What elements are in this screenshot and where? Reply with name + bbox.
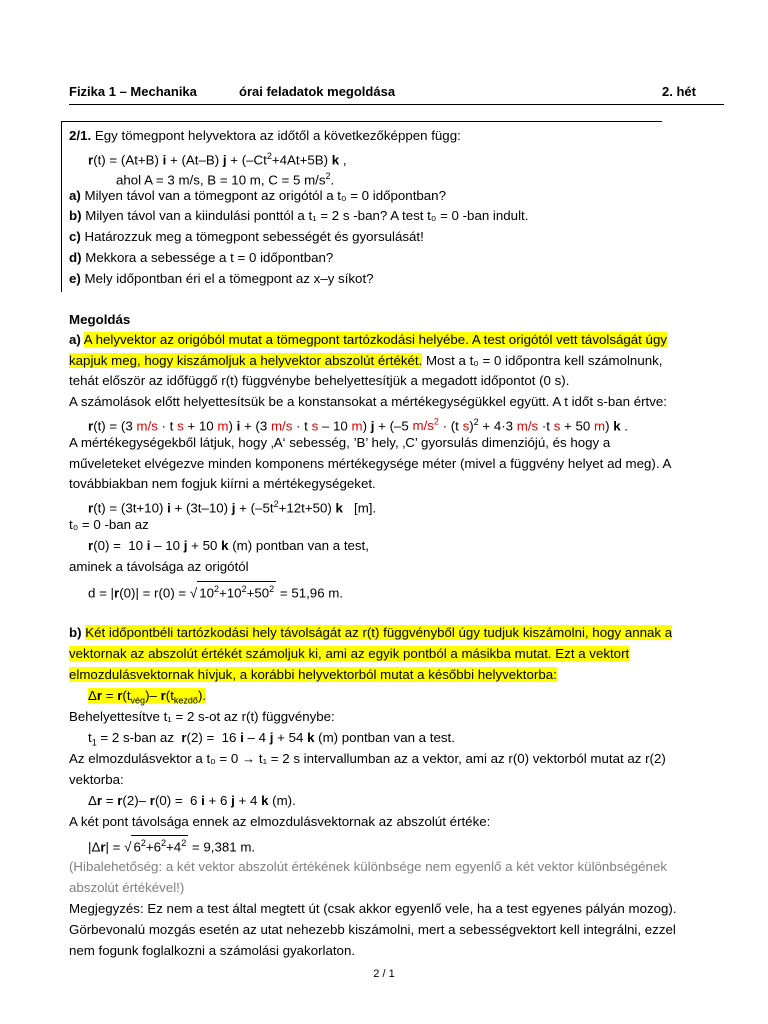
- solution-b-line2: vektornak az abszolút értékét számoljuk ki, ami az egyik pontból a másikba mutat. Ezt a vektort: [69, 646, 630, 661]
- header-week: 2. hét: [662, 84, 696, 99]
- constants-line: ahol A = 3 m/s, B = 10 m, C = 5 $m/s^2$.: [116, 171, 335, 188]
- solution-a-line8: továbbiakban nem fogjuk kiírni a mértékegységeket.: [69, 476, 376, 491]
- question-e: e) Mely időpontban éri el a tömegpont az x–y síkot?: [69, 271, 374, 286]
- header-course: Fizika 1 – Mechanika: [69, 84, 197, 99]
- problem-intro: 2/1. Egy tömegpont helyvektora az időtől a következőképpen függ:: [69, 128, 461, 143]
- simplified-equation: r(t) = (3t+10) i + (3t–10) $j + (-5t^2+12t+50)$ k [m].: [88, 499, 377, 516]
- problem-number: 2/1.: [69, 128, 92, 143]
- remark-line1: Megjegyzés: Ez nem a test által megtett út (csak akkor egyenlő vele, ha a test egyenes pályán mozog).: [69, 901, 677, 916]
- page-header: [69, 84, 724, 105]
- position-at-t1: $t_1 = 2$ s-ban az r(2) = 16 i – 4 j + 54 k (m) pontban van a test.: [88, 730, 455, 748]
- substituted-equation: r(t) = (3 m/s · t s + 10 m) i + (3 m/s · t s – 10 m) j + (–5 $m/s^2 \cdot (t$ s)$^2$ + 4·3 m/s ·t s + 50 m) k .: [88, 417, 628, 434]
- position-at-t0: r(0) = 10 i – 10 j + 50 k (m) pontban van a test,: [88, 538, 369, 553]
- solution-a-line3: tehát először az időfüggő r(t) függvénybe behelyettesítjük a megadott időpontot (0 s).: [69, 373, 570, 388]
- displacement-magnitude: |Δr| = √ $6^2+6^2+4^2 = 9,381$ m.: [88, 835, 255, 857]
- solution-a-line4: A számolások előtt helyettesítsük be a konstansokat a mértékegységükkel együtt. A t időt s-ban értve:: [69, 394, 667, 409]
- position-vector-equation: r(t) = (At+B) i + (At–B) $j + (-Ct^2+4At+5B)$ k ,: [88, 151, 347, 168]
- question-d: d) Mekkora a sebessége a t = 0 időpontban?: [69, 250, 334, 265]
- question-a: a) Milyen távol van a tömegpont az origótól a t₀ = 0 időpontban?: [69, 188, 446, 203]
- displacement-definition: $\Delta r = r(t_{vég})-$ $r(t_{kezdő})$.: [88, 688, 207, 706]
- solution-b-line1: b) Két időpontbéli tartózkodási hely távolságát az r(t) függvényből úgy tudjuk kiszámolni, hogy annak a: [69, 625, 673, 640]
- solution-b-line3: elmozdulásvektornak hívjuk, a korábbi helyvektorból mutat a későbbi helyvektorba:: [69, 667, 557, 682]
- pitfall-note-line1: (Hibalehetőség: a két vektor abszolút értékének különbsége nem egyenlő a két vektor különbségének: [69, 859, 667, 874]
- solution-a-line7: műveleteket elvégezve minden komponens mértékegysége méter (mivel a függvény helyet ad meg). A: [69, 456, 672, 471]
- remark-line2: Görbevonalú mozgás esetén az utat nehezebb kiszámolni, mert a sebességvektort kell integrálni, ezzel: [69, 922, 676, 937]
- distance-formula: d = |r(0)| = r(0) = √ $10^2+10^2+50^2 = 51,96$ m.: [88, 581, 343, 603]
- displacement-vector: Δr = r(2)– r(0) = 6 i + 6 j + 4 k (m).: [88, 793, 296, 808]
- question-b: b) Milyen távol van a kiindulási ponttól a t₁ = 2 s -ban? A test t₀ = 0 -ban indult.: [69, 208, 529, 223]
- pitfall-note-line2: abszolút értékével!): [69, 880, 185, 895]
- solution-a-line10: t₀ = 0 -ban az: [69, 517, 149, 532]
- solution-b-line7: Az elmozdulásvektor a t₀ = 0 → t₁ = 2 s intervallumban az a vektor, ami az r(0) vektorból mutat az r(2): [69, 751, 666, 766]
- solution-title: Megoldás: [69, 312, 131, 327]
- page-number: 2 / 1: [373, 968, 395, 980]
- solution-b-line10: A két pont távolsága ennek az elmozdulásvektornak az abszolút értéke:: [69, 814, 491, 829]
- header-subtitle: órai feladatok megoldása: [239, 84, 396, 99]
- question-c: c) Határozzuk meg a tömegpont sebességét és gyorsulását!: [69, 229, 424, 244]
- remark-line3: nem fogunk foglalkozni a számolási gyakorlaton.: [69, 943, 356, 958]
- solution-b-line8: vektorba:: [69, 772, 124, 787]
- solution-a-line1: a) A helyvektor az origóból mutat a tömegpont tartózkodási helyébe. A test origótól vett távolságát úgy: [69, 332, 667, 347]
- solution-b-line5: Behelyettesítve t₁ = 2 s-ot az r(t) függvénybe:: [69, 709, 335, 724]
- solution-a-line12: aminek a távolsága az origótól: [69, 559, 249, 574]
- solution-a-line2: kapjuk meg, hogy kiszámoljuk a helyvektor abszolút értékét. Most a t₀ = 0 időpontra kell számolnunk,: [69, 353, 663, 368]
- solution-a-line6: A mértékegységekből látjuk, hogy ‚A‘ sebesség, ’B’ hely, ‚C’ gyorsulás dimenziójú, és hogy a: [69, 435, 611, 450]
